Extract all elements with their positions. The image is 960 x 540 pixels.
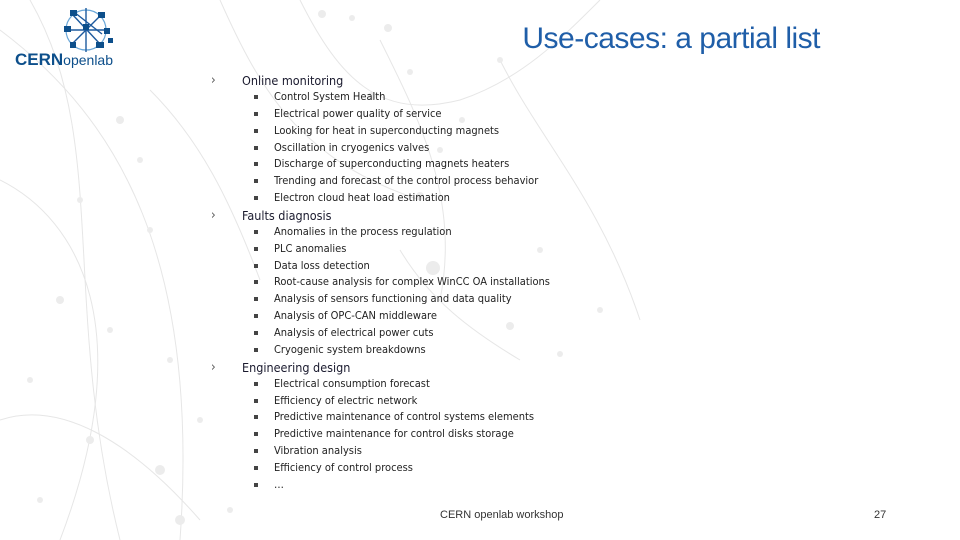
list-item: Analysis of sensors functioning and data quality	[200, 291, 760, 308]
square-bullet-icon	[254, 264, 258, 268]
list-item: Electrical consumption forecast	[200, 376, 760, 393]
list-item: Analysis of OPC-CAN middleware	[200, 308, 760, 325]
square-bullet-icon	[254, 196, 258, 200]
section-online-monitoring	[200, 72, 760, 207]
square-bullet-icon	[254, 179, 258, 183]
list-item: Electrical power quality of service	[200, 106, 760, 123]
list-item: Efficiency of electric network	[200, 393, 760, 410]
chevron-right-icon: ›	[211, 359, 216, 375]
list-item: Trending and forecast of the control process behavior	[200, 173, 760, 190]
square-bullet-icon	[254, 247, 258, 251]
cern-openlab-logo	[12, 4, 142, 74]
list-item: Predictive maintenance for control disks storage	[200, 426, 760, 443]
bullet-list	[200, 89, 760, 207]
chevron-right-icon: ›	[211, 207, 216, 223]
logo-cern: CERN	[15, 50, 64, 69]
square-bullet-icon	[254, 331, 258, 335]
section-label: Faults diagnosis	[242, 207, 332, 223]
square-bullet-icon	[254, 146, 258, 150]
list-item: Electron cloud heat load estimation	[200, 190, 760, 207]
list-item: Cryogenic system breakdowns	[200, 342, 760, 359]
logo-wordmark	[15, 50, 113, 70]
square-bullet-icon	[254, 348, 258, 352]
list-item: Data loss detection	[200, 258, 760, 275]
page-number: 27	[874, 509, 887, 521]
bullet-list	[200, 224, 760, 359]
footer-text: CERN openlab workshop	[440, 509, 564, 521]
list-item: Efficiency of control process	[200, 460, 760, 477]
square-bullet-icon	[254, 466, 258, 470]
square-bullet-icon	[254, 399, 258, 403]
section-engineering-design	[200, 359, 760, 494]
square-bullet-icon	[254, 230, 258, 234]
list-item: Looking for heat in superconducting magnets	[200, 123, 760, 140]
square-bullet-icon	[254, 112, 258, 116]
square-bullet-icon	[254, 483, 258, 487]
list-item: Vibration analysis	[200, 443, 760, 460]
list-item: …	[200, 477, 760, 494]
square-bullet-icon	[254, 432, 258, 436]
section-label: Engineering design	[242, 359, 351, 375]
list-item: Control System Health	[200, 89, 760, 106]
section-label: Online monitoring	[242, 73, 344, 88]
chevron-right-icon: ›	[211, 73, 216, 88]
square-bullet-icon	[254, 129, 258, 133]
bullet-list	[200, 376, 760, 494]
list-item: PLC anomalies	[200, 241, 760, 258]
square-bullet-icon	[254, 314, 258, 318]
use-case-list	[200, 72, 760, 494]
square-bullet-icon	[254, 449, 258, 453]
list-item: Analysis of electrical power cuts	[200, 325, 760, 342]
square-bullet-icon	[254, 280, 258, 284]
list-item: Predictive maintenance of control systems elements	[200, 409, 760, 426]
square-bullet-icon	[254, 162, 258, 166]
square-bullet-icon	[254, 415, 258, 419]
logo-openlab: openlab	[63, 52, 113, 68]
list-item: Root-cause analysis for complex WinCC OA installations	[200, 274, 760, 291]
list-item: Oscillation in cryogenics valves	[200, 140, 760, 157]
square-bullet-icon	[254, 382, 258, 386]
section-faults-diagnosis	[200, 207, 760, 359]
square-bullet-icon	[254, 297, 258, 301]
square-bullet-icon	[254, 95, 258, 99]
network-globe-icon	[12, 4, 142, 56]
list-item: Anomalies in the process regulation	[200, 224, 760, 241]
slide-title: Use-cases: a partial list	[522, 22, 820, 55]
list-item: Discharge of superconducting magnets heaters	[200, 156, 760, 173]
